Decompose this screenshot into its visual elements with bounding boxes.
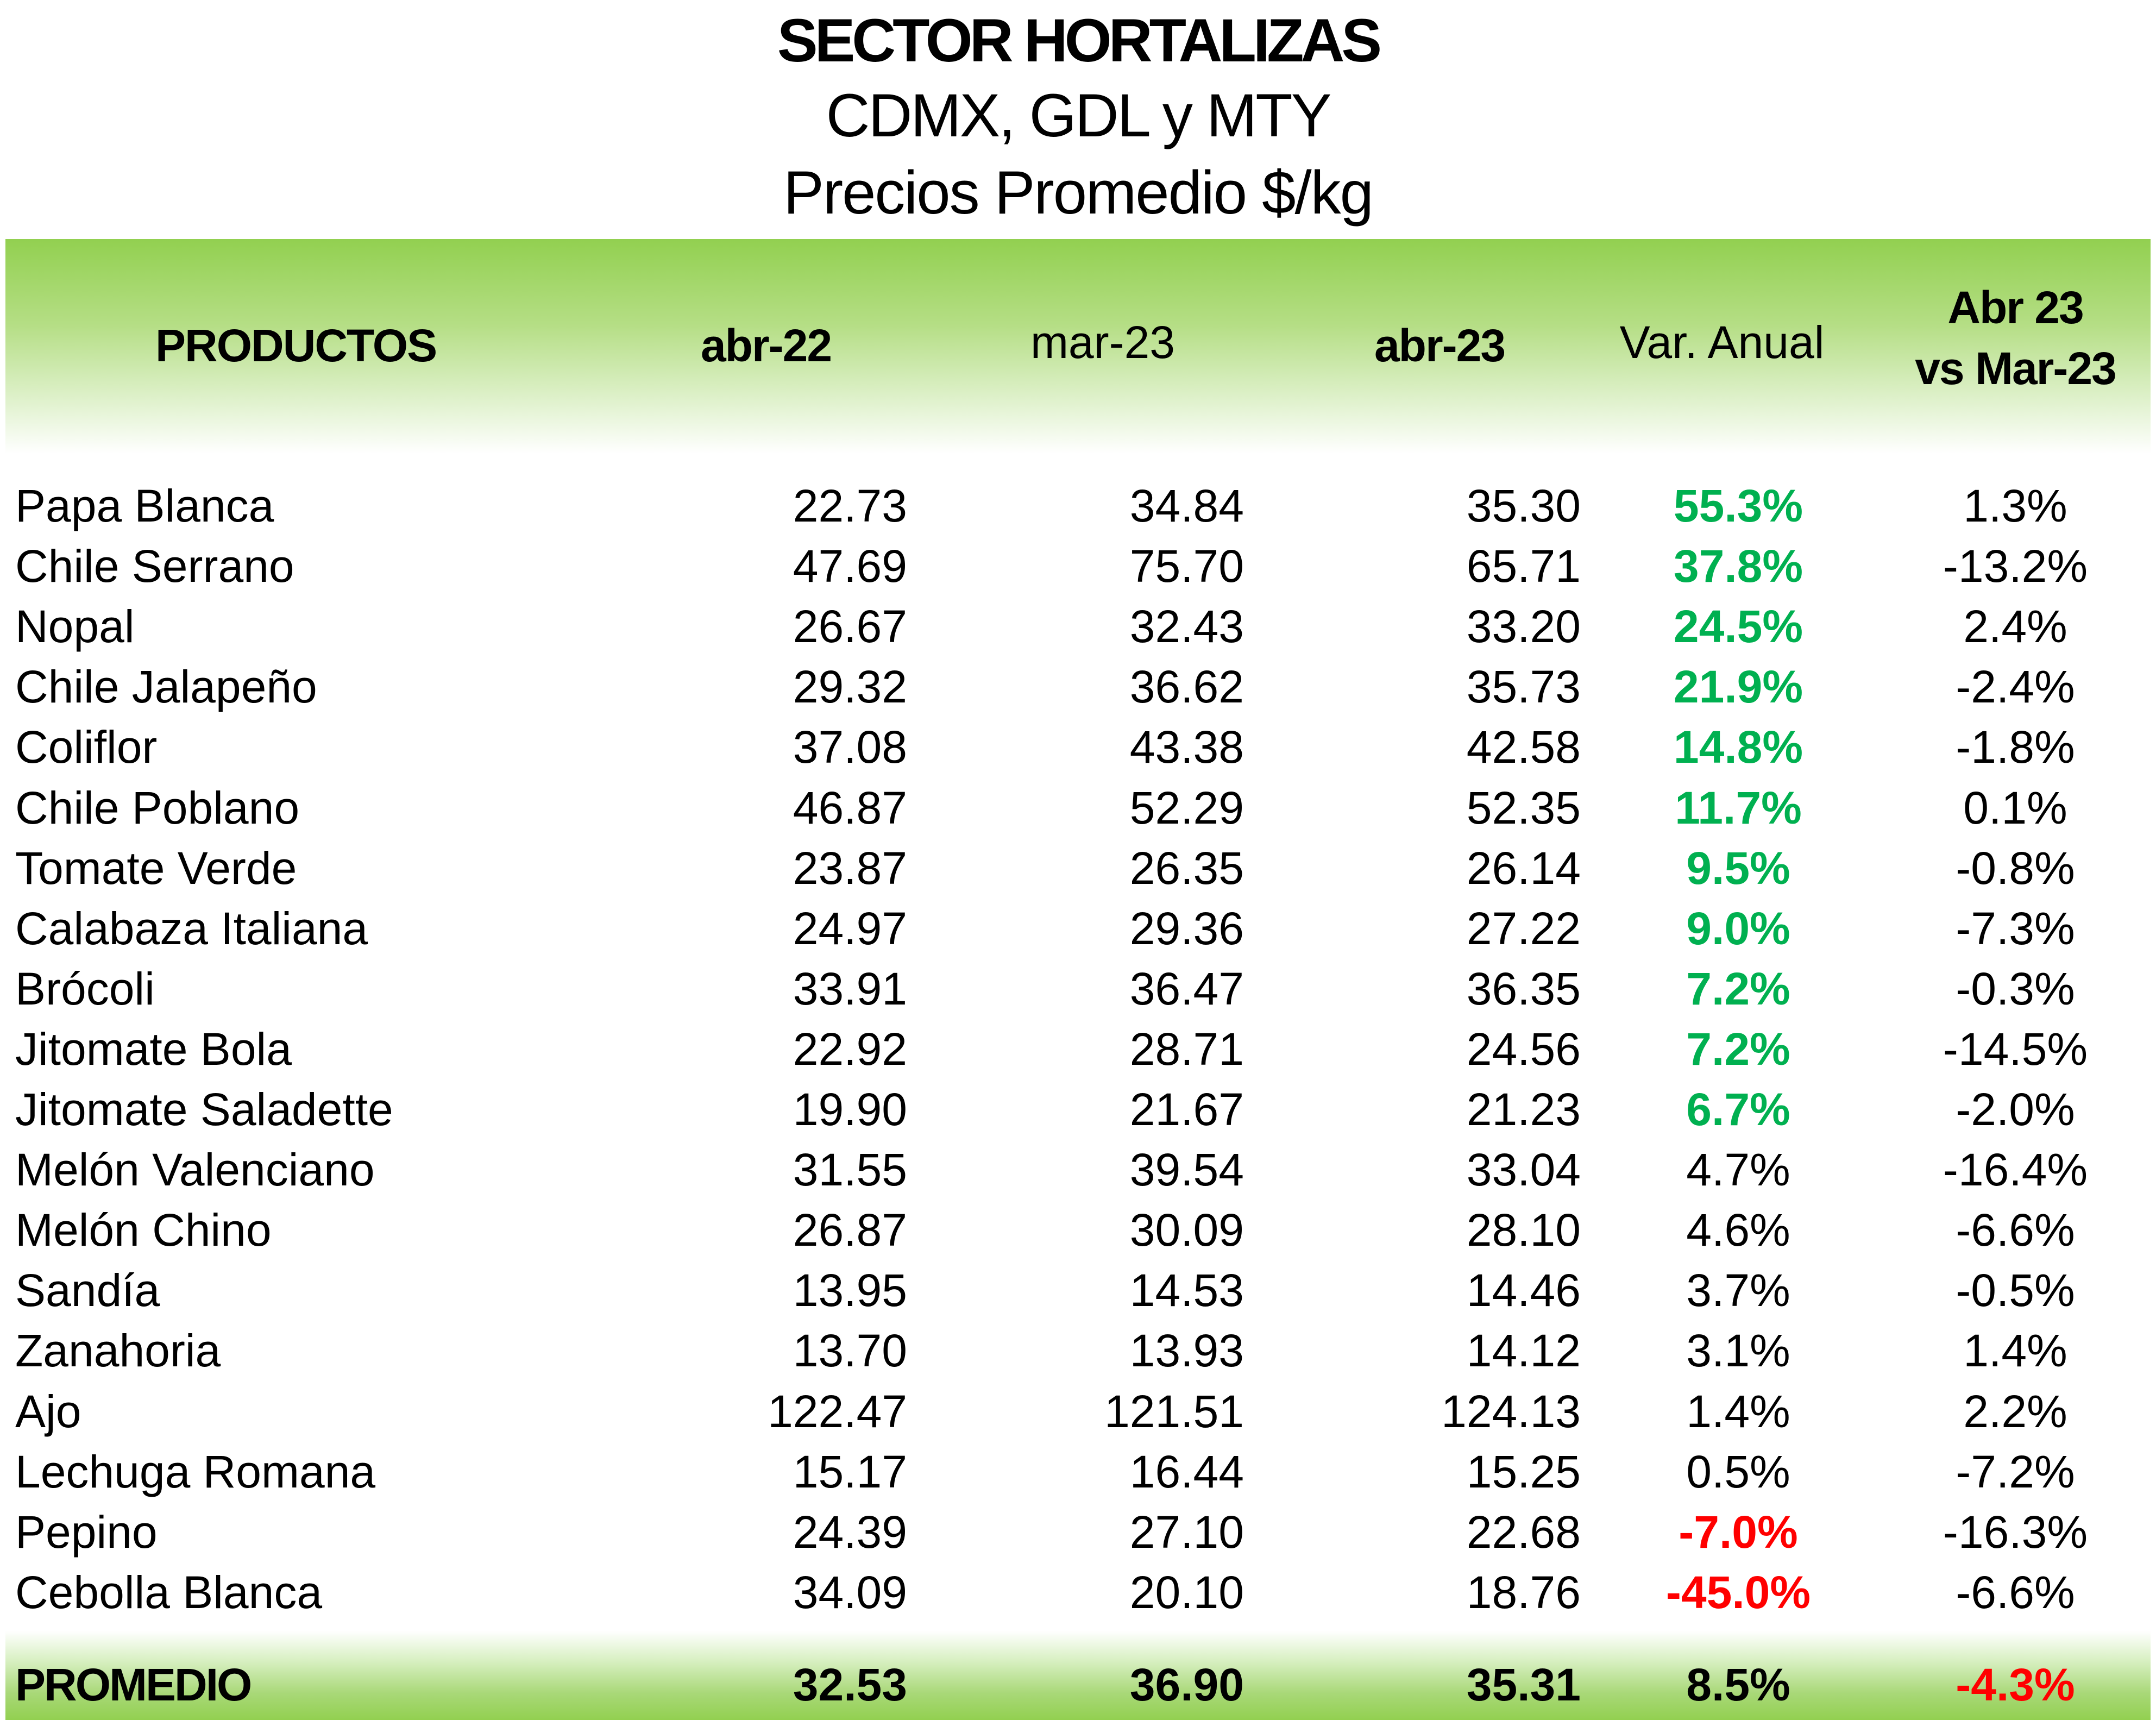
price-abr22: 19.90	[793, 1084, 907, 1135]
var-vs-mar: -7.3%	[1956, 903, 2075, 954]
price-abr22: 22.92	[793, 1024, 907, 1075]
var-vs-mar: -6.6%	[1956, 1204, 2075, 1256]
price-abr22: 15.17	[793, 1446, 907, 1497]
price-abr23: 42.58	[1466, 721, 1581, 773]
product-name: Cebolla Blanca	[15, 1567, 323, 1618]
product-name: Papa Blanca	[15, 480, 274, 531]
product-name: Jitomate Bola	[15, 1024, 292, 1075]
price-abr22: 26.67	[793, 601, 907, 652]
price-abr22: 37.08	[793, 721, 907, 773]
product-name: Tomate Verde	[15, 843, 297, 894]
var-vs-mar: -6.6%	[1956, 1567, 2075, 1618]
var-vs-mar: -16.4%	[1943, 1144, 2088, 1195]
table-row	[0, 1442, 2156, 1502]
var-anual: -7.0%	[1679, 1506, 1798, 1558]
price-abr22: 23.87	[793, 843, 907, 894]
var-vs-mar: -0.5%	[1956, 1265, 2075, 1316]
var-anual: 4.6%	[1686, 1204, 1790, 1256]
header-mar23: mar-23	[1030, 317, 1176, 368]
var-anual: 7.2%	[1686, 963, 1790, 1014]
price-mar23: 36.47	[1129, 963, 1244, 1014]
price-abr22: 24.97	[793, 903, 907, 954]
price-abr23: 33.20	[1466, 601, 1581, 652]
header-productos: PRODUCTOS	[155, 320, 437, 371]
header-vs-line1: Abr 23	[1947, 282, 2083, 333]
var-vs-mar: -0.3%	[1956, 963, 2075, 1014]
var-anual: 0.5%	[1686, 1446, 1790, 1497]
price-mar23: 36.62	[1129, 661, 1244, 712]
var-vs-mar: -1.8%	[1956, 721, 2075, 773]
price-abr22: 24.39	[793, 1506, 907, 1558]
price-mar23: 30.09	[1129, 1204, 1244, 1256]
price-mar23: 27.10	[1129, 1506, 1244, 1558]
product-name: Jitomate Saladette	[15, 1084, 393, 1135]
var-anual: 3.7%	[1686, 1265, 1790, 1316]
product-name: Pepino	[15, 1506, 158, 1558]
var-anual: 11.7%	[1675, 782, 1802, 833]
price-mar23: 14.53	[1129, 1265, 1244, 1316]
price-abr23: 28.10	[1466, 1204, 1581, 1256]
price-abr22: 34.09	[793, 1567, 907, 1618]
var-vs-mar: 2.2%	[1963, 1386, 2067, 1437]
price-abr23: 52.35	[1466, 782, 1581, 833]
product-name: Chile Poblano	[15, 782, 300, 833]
table-row	[0, 476, 2156, 536]
promedio-vs-mar: -4.3%	[1956, 1659, 2075, 1710]
price-mar23: 75.70	[1129, 541, 1244, 592]
price-mar23: 21.67	[1129, 1084, 1244, 1135]
product-name: Melón Chino	[15, 1204, 272, 1256]
price-abr22: 46.87	[793, 782, 907, 833]
price-abr23: 24.56	[1466, 1024, 1581, 1075]
table-row	[0, 1140, 2156, 1200]
price-abr23: 26.14	[1466, 843, 1581, 894]
table-row	[0, 536, 2156, 597]
product-name: Melón Valenciano	[15, 1144, 375, 1195]
product-name: Coliflor	[15, 721, 158, 773]
var-anual: 3.1%	[1686, 1325, 1790, 1376]
price-abr23: 65.71	[1466, 541, 1581, 592]
price-mar23: 28.71	[1129, 1024, 1244, 1075]
table-row	[0, 1260, 2156, 1321]
table-row	[0, 1019, 2156, 1079]
price-abr22: 26.87	[793, 1204, 907, 1256]
product-name: Zanahoria	[15, 1325, 221, 1376]
var-vs-mar: -2.4%	[1956, 661, 2075, 712]
price-mar23: 34.84	[1129, 480, 1244, 531]
table-row	[0, 1382, 2156, 1442]
price-mar23: 52.29	[1129, 782, 1244, 833]
table-row	[0, 657, 2156, 717]
table-row	[0, 1502, 2156, 1562]
price-mar23: 13.93	[1129, 1325, 1244, 1376]
price-abr23: 35.73	[1466, 661, 1581, 712]
var-anual: 7.2%	[1686, 1024, 1790, 1075]
var-anual: 9.0%	[1686, 903, 1790, 954]
var-anual: 1.4%	[1686, 1386, 1790, 1437]
price-mar23: 39.54	[1129, 1144, 1244, 1195]
price-abr23: 18.76	[1466, 1567, 1581, 1618]
var-anual: 4.7%	[1686, 1144, 1790, 1195]
price-abr22: 29.32	[793, 661, 907, 712]
var-vs-mar: -14.5%	[1943, 1024, 2088, 1075]
var-vs-mar: 1.3%	[1963, 480, 2067, 531]
var-anual: -45.0%	[1665, 1567, 1811, 1618]
price-abr23: 14.12	[1466, 1325, 1581, 1376]
product-name: Brócoli	[15, 963, 155, 1014]
price-abr23: 27.22	[1466, 903, 1581, 954]
var-vs-mar: 0.1%	[1963, 782, 2067, 833]
price-mar23: 121.51	[1104, 1386, 1244, 1437]
header-abr23: abr-23	[1374, 320, 1505, 371]
price-abr23: 36.35	[1466, 963, 1581, 1014]
price-abr22: 122.47	[768, 1386, 907, 1437]
var-vs-mar: -13.2%	[1943, 541, 2088, 592]
promedio-mar23: 36.90	[1129, 1659, 1244, 1710]
promedio-row	[0, 1655, 2156, 1715]
price-mar23: 43.38	[1129, 721, 1244, 773]
promedio-var-anual: 8.5%	[1686, 1659, 1790, 1710]
table-row	[0, 717, 2156, 777]
var-vs-mar: -0.8%	[1956, 843, 2075, 894]
table-row	[0, 899, 2156, 959]
table-row	[0, 959, 2156, 1019]
table-row	[0, 1321, 2156, 1381]
header-abr22: abr-22	[700, 320, 832, 371]
var-anual: 37.8%	[1673, 541, 1803, 592]
header-vs-line2: vs Mar-23	[1915, 343, 2116, 394]
product-name: Lechuga Romana	[15, 1446, 376, 1497]
price-abr22: 47.69	[793, 541, 907, 592]
product-name: Chile Jalapeño	[15, 661, 317, 712]
price-abr22: 13.95	[793, 1265, 907, 1316]
table-row	[0, 1079, 2156, 1140]
table-row	[0, 838, 2156, 899]
var-anual: 55.3%	[1673, 480, 1803, 531]
table-row	[0, 1200, 2156, 1260]
var-anual: 14.8%	[1673, 721, 1803, 773]
price-mar23: 26.35	[1129, 843, 1244, 894]
var-vs-mar: 1.4%	[1963, 1325, 2067, 1376]
product-name: Chile Serrano	[15, 541, 294, 592]
var-vs-mar: 2.4%	[1963, 601, 2067, 652]
var-anual: 6.7%	[1686, 1084, 1790, 1135]
var-anual: 9.5%	[1686, 843, 1790, 894]
header-var-anual: Var. Anual	[1619, 317, 1825, 368]
price-abr23: 14.46	[1466, 1265, 1581, 1316]
table-header	[5, 239, 2151, 454]
price-abr23: 124.13	[1441, 1386, 1581, 1437]
title-cities: CDMX, GDL y MTY	[826, 81, 1330, 149]
promedio-label: PROMEDIO	[15, 1659, 251, 1710]
product-name: Ajo	[15, 1386, 81, 1437]
price-abr23: 15.25	[1466, 1446, 1581, 1497]
price-mar23: 20.10	[1129, 1567, 1244, 1618]
var-vs-mar: -2.0%	[1956, 1084, 2075, 1135]
promedio-abr23: 35.31	[1466, 1659, 1581, 1710]
price-mar23: 16.44	[1129, 1446, 1244, 1497]
var-vs-mar: -7.2%	[1956, 1446, 2075, 1497]
price-abr23: 22.68	[1466, 1506, 1581, 1558]
product-name: Calabaza Italiana	[15, 903, 368, 954]
var-anual: 21.9%	[1673, 661, 1803, 712]
table-row	[0, 597, 2156, 657]
var-anual: 24.5%	[1673, 601, 1803, 652]
price-mar23: 29.36	[1129, 903, 1244, 954]
price-abr22: 22.73	[793, 480, 907, 531]
price-abr23: 21.23	[1466, 1084, 1581, 1135]
price-abr22: 31.55	[793, 1144, 907, 1195]
var-vs-mar: -16.3%	[1943, 1506, 2088, 1558]
price-abr22: 13.70	[793, 1325, 907, 1376]
table-row	[0, 778, 2156, 838]
price-abr23: 33.04	[1466, 1144, 1581, 1195]
price-mar23: 32.43	[1129, 601, 1244, 652]
price-abr23: 35.30	[1466, 480, 1581, 531]
promedio-abr22: 32.53	[793, 1659, 907, 1710]
product-name: Sandía	[15, 1265, 160, 1316]
title-prices: Precios Promedio $/kg	[783, 159, 1373, 227]
price-abr22: 33.91	[793, 963, 907, 1014]
table-row	[0, 1562, 2156, 1623]
product-name: Nopal	[15, 601, 135, 652]
title-sector: SECTOR HORTALIZAS	[777, 7, 1379, 74]
